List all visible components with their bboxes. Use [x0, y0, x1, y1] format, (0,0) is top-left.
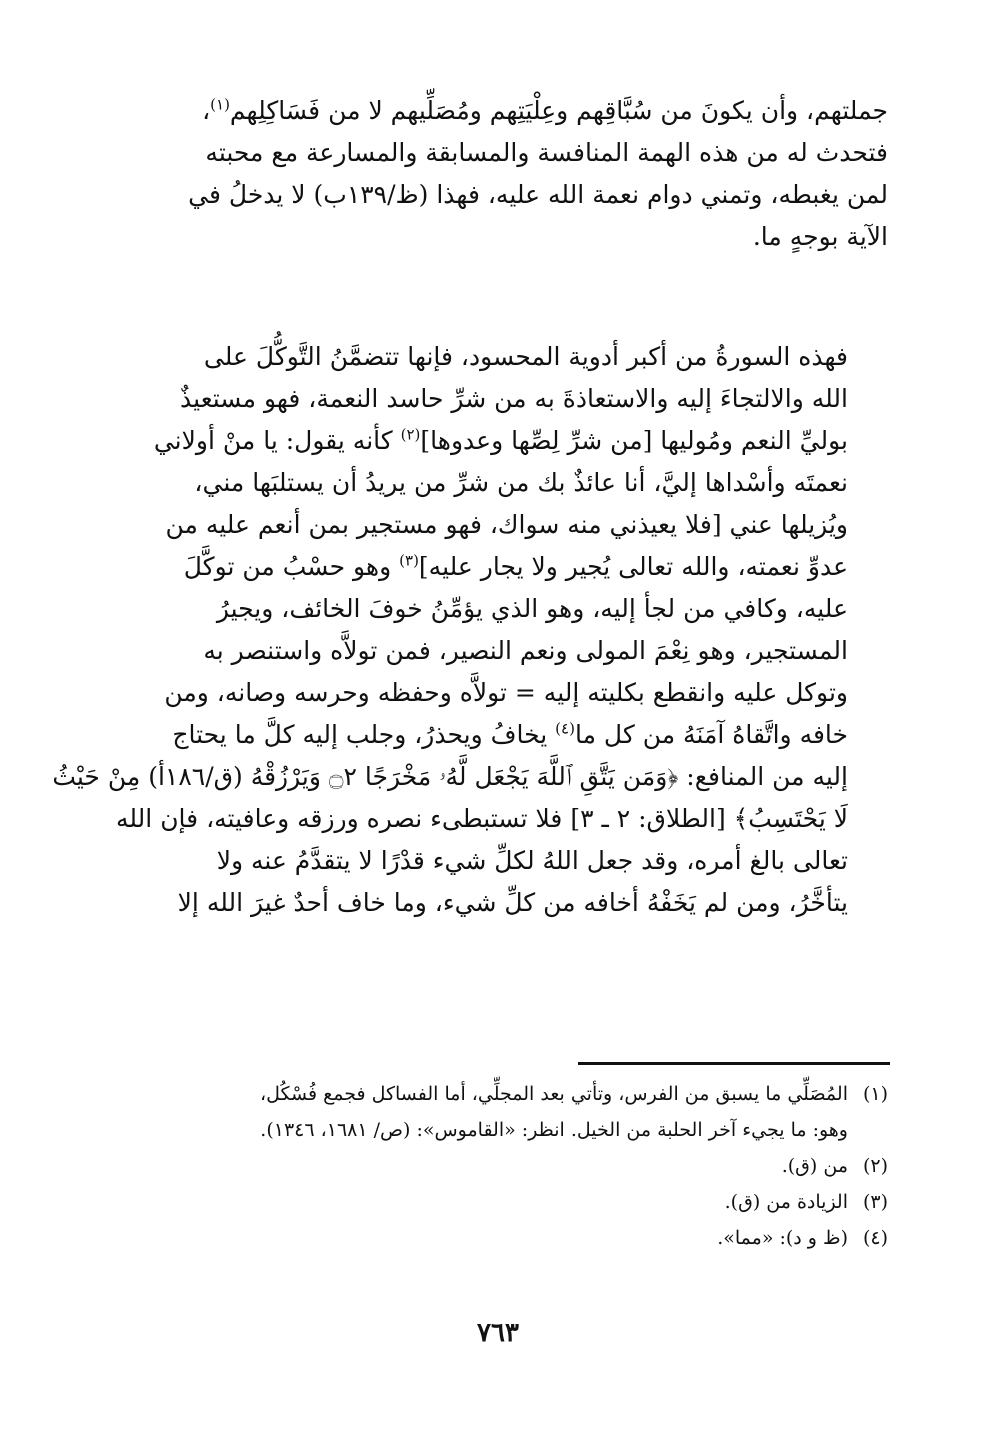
text-line: نعمتَه وأسْداها إليَّ، أنا عائذٌ بك من شرِّ من يريدُ أن يستلبَها مني، — [194, 468, 848, 497]
text-line: عليه، وكافي من لجأ إليه، وهو الذي يؤمِّنُ خوفَ الخائف، ويجيرُ — [216, 594, 848, 623]
footnote-text: المُصَلِّي ما يسبق من الفرس، وتأتي بعد المجلِّي، أما الفساكل فجمع فُسْكُل، — [260, 1083, 848, 1105]
text-line: الله والالتجاءَ إليه والاستعاذةَ به من شرِّ حاسد النعمة، فهو مستعيذٌ — [180, 384, 848, 413]
text-line: تعالى بالغ أمره، وقد جعل اللهُ لكلِّ شيء قدْرًا لا يتقدَّمُ عنه ولا — [216, 846, 848, 875]
page-number: ٧٦٣ — [477, 1318, 519, 1348]
footnote-marker: (٢) — [400, 425, 421, 444]
footnote-number: (٤) — [862, 1227, 888, 1249]
footnote-number: (١) — [862, 1083, 888, 1105]
footnote-text: الزيادة من (ق). — [724, 1191, 848, 1213]
footnote-4 — [108, 1220, 888, 1256]
text-line: لمن يغبطه، وتمني دوام نعمة الله عليه، فهذا (ظ/١٣٩ب) لا يدخلُ في — [188, 180, 888, 209]
footnote-2 — [108, 1148, 888, 1184]
footnote-number: (٣) — [862, 1191, 888, 1213]
footnote-marker: (١) — [210, 95, 230, 114]
footnotes — [108, 1076, 888, 1256]
footnote-text: (ظ و د): «مما». — [717, 1227, 848, 1249]
footnote-separator — [578, 1062, 890, 1065]
footnote-marker: (٣) — [399, 551, 419, 570]
text-line: الآية بوجهٍ ما. — [752, 222, 888, 251]
text-line: فهذه السورةُ من أكبر أدوية المحسود، فإنها تتضمَّنُ التَّوكُّلَ على — [203, 342, 848, 371]
text-line: جملتهم، وأن يكونَ من سُبَّاقِهم وعِلْيَتِهم ومُصَلِّيهم لا من فَسَاكِلِهم$^{(١)}$، — [202, 95, 888, 125]
text-line: المستجير، وهو نِعْمَ المولى ونعم النصير، فمن تولاَّه واستنصر به — [203, 636, 848, 665]
quran-verse-line: إليه من المنافع: ﴿وَمَن يَتَّقِ ٱللَّهَ يَجْعَل لَّهُۥ مَخْرَجًا ۝٢ وَيَرْزُقْهُ (ق/١٨٦أ) مِنْ حَيْثُ — [52, 762, 848, 791]
footnote-text: وهو: ما يجيء آخر الحلبة من الخيل. انظر: «القاموس»: (ص/ ١٦٨١، ١٣٤٦). — [260, 1119, 848, 1141]
text-line: خافه واتَّقاهُ آمَنَهُ من كل ما$^{(٤)}$ يخافُ ويحذرُ، وجلب إليه كلَّ ما يحتاج — [172, 719, 848, 749]
text-line: يتأخَّرُ، ومن لم يَخَفْهُ أخافه من كلِّ شيء، وما خاف أحدٌ غيرَ الله إلا — [177, 888, 848, 917]
footnote-text: من (ق). — [781, 1155, 848, 1177]
text-line: فتحدث له من هذه الهمة المنافسة والمسابقة والمسارعة مع محبته — [205, 138, 888, 167]
footnote-3 — [108, 1184, 888, 1220]
paragraph-1 — [108, 90, 888, 258]
text-line: بوليِّ النعم ومُوليها [من شرِّ لِصِّها وعدوها]$^{(٢)}$ كأنه يقول: يا منْ أولاني — [153, 425, 848, 455]
text-line: عدوِّ نعمته، والله تعالى يُجير ولا يجار عليه]$^{(٣)}$ وهو حسْبُ من توكَّلَ — [183, 551, 848, 581]
text-line: لَا يَحْتَسِبُ﴾ [الطلاق: ٢ ـ ٣] فلا تستبطىء نصره ورزقه وعافيته، فإن الله — [116, 804, 848, 833]
text-line: وتوكل عليه وانقطع بكليته إليه = تولاَّه وحفظه وحرسه وصانه، ومن — [164, 678, 848, 707]
footnote-marker: (٤) — [555, 719, 575, 738]
footnote-1 — [108, 1076, 888, 1148]
paragraph-2 — [52, 336, 888, 924]
footnote-number: (٢) — [862, 1155, 888, 1177]
text-line: ويُزيلها عني [فلا يعيذني منه سواك، فهو مستجير بمن أنعم عليه من — [165, 510, 848, 539]
